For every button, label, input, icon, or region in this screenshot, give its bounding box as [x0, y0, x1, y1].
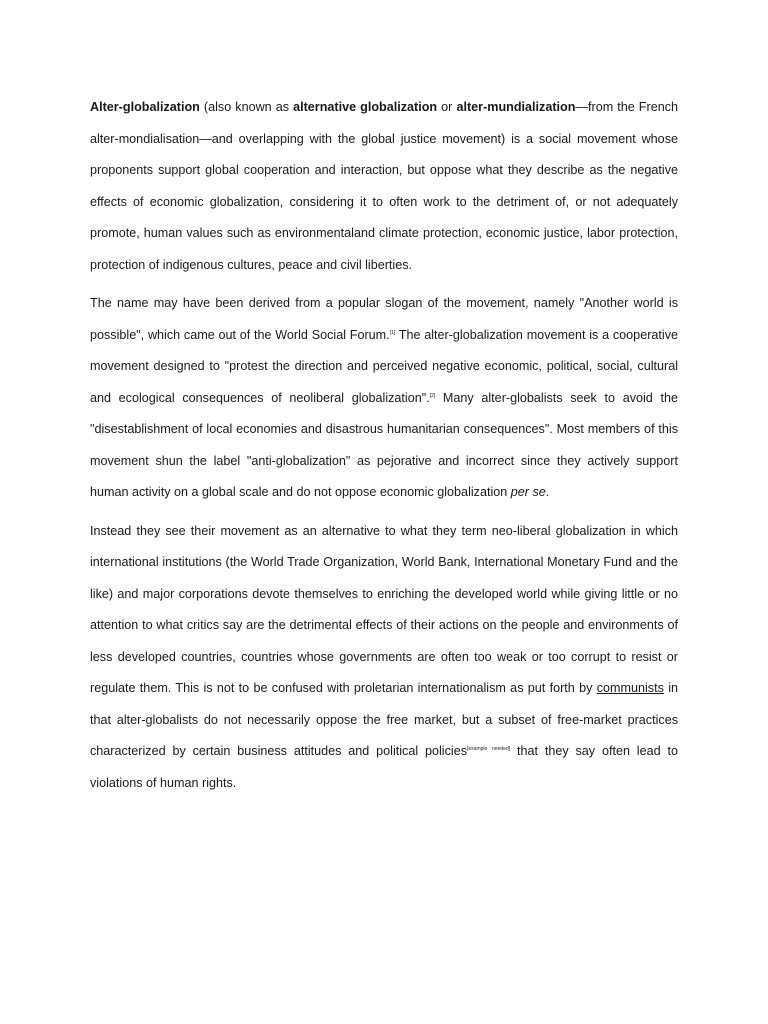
text-run: that they say often lead to violations of human rights.: [90, 744, 678, 790]
text-run: The name may have been derived from a popular slogan of the movement, namely "Another world is possible", which came out of the World Social Forum.: [90, 296, 678, 342]
citation-example-needed[interactable]: [example needed]: [467, 746, 511, 752]
text-run: Many alter-globalists seek to avoid the "disestablishment of local economies and disastrous humanitarian consequences". Most members of this movement shun the label "anti-globalization" as pejorative and incorrect since they actively support human activity on a global scale and do not oppose economic globalization: [90, 390, 678, 499]
term-alternative-globalization: alternative globalization: [293, 100, 438, 114]
term-alter-globalization: Alter-globalization: [90, 100, 200, 114]
paragraph-name-origin: [90, 288, 678, 509]
text-run: —from the French alter-mondialisation—and overlapping with the global justice movement) is a social movement whose proponents support global cooperation and interaction, but oppose what they describe as the negative effects of economic globalization, considering it to often work to the detriment of, or not adequately promote, human values such as environmentaland climate protection, economic justice, labor protection, protection of indigenous cultures, peace and civil liberties.: [90, 100, 679, 272]
citation-1[interactable]: [1]: [389, 329, 396, 336]
term-per-se: per se: [510, 485, 546, 499]
paragraph-alternative: [90, 516, 678, 800]
text-run: .: [545, 485, 550, 499]
text-run: Instead they see their movement as an alternative to what they term neo-liberal globalization in which international institutions (the World Trade Organization, World Bank, International Monetary Fund and the like) and major corporations devote themselves to enriching the developed world while giving little or no attention to what critics say are the detrimental effects of their actions on the people and environments of less developed countries, countries whose governments are often too weak or too corrupt to resist or regulate them. This is not to be confused with proletarian internationalism as put forth by: [90, 523, 678, 695]
text-run: (also known as: [199, 100, 294, 114]
document-body: [90, 92, 678, 806]
text-run: The alter-globalization movement is a cooperative movement designed to "protest the direction and perceived negative economic, political, social, cultural and ecological consequences of neoliberal globalization".: [90, 327, 678, 405]
link-communists[interactable]: communists: [596, 681, 664, 695]
citation-2[interactable]: [2]: [429, 392, 436, 399]
paragraph-intro: [90, 92, 678, 281]
text-run: in that alter-globalists do not necessarily oppose the free market, but a subset of free-market practices characterized by certain business attitudes and political policies: [90, 681, 678, 758]
text-run: or: [437, 100, 457, 114]
term-alter-mundialization: alter-mundialization: [456, 100, 576, 114]
